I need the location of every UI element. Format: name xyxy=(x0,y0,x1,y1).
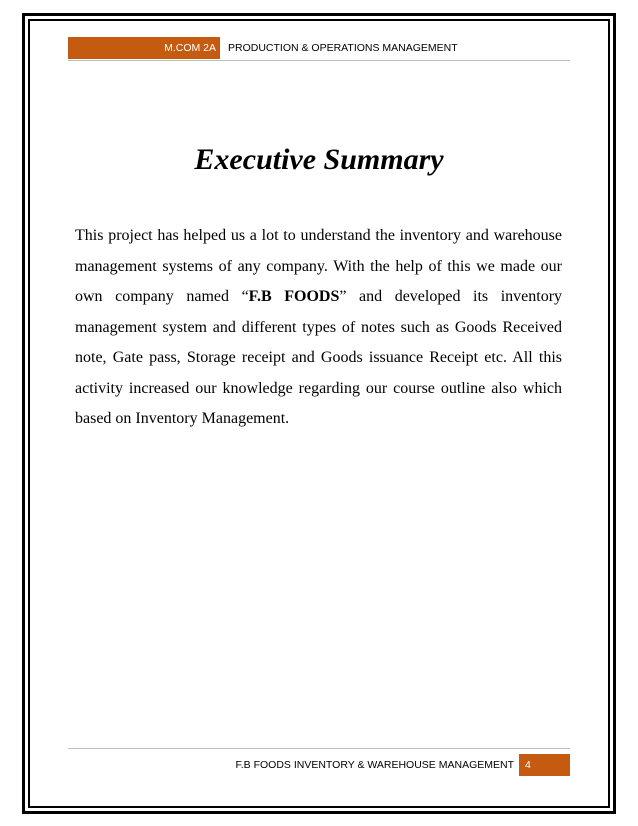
header-divider xyxy=(68,60,570,61)
footer-title: F.B FOODS INVENTORY & WAREHOUSE MANAGEMENT xyxy=(235,759,514,771)
summary-text-end: ” and developed its inventory management system and different types of notes such as Goods Received note, Gate pass, Storage receipt and Goods issuance Receipt etc. All this activity increased our knowledge regarding our course outline also which based on Inventory Management. xyxy=(75,288,563,427)
summary-paragraph xyxy=(75,221,562,435)
course-badge: M.COM 2A xyxy=(68,37,220,59)
page-header xyxy=(68,37,570,61)
header-subject: PRODUCTION & OPERATIONS MANAGEMENT xyxy=(228,42,458,54)
company-name: F.B FOODS xyxy=(248,288,340,305)
footer-divider xyxy=(68,748,570,749)
page-footer xyxy=(68,748,570,776)
page-number: 4 xyxy=(519,754,570,776)
summary-text-start: This project has helped us a lot to understand the inventory and warehouse management systems of any company. With the help of this we made our own company named “ xyxy=(75,227,562,305)
page-title: Executive Summary xyxy=(194,143,444,176)
